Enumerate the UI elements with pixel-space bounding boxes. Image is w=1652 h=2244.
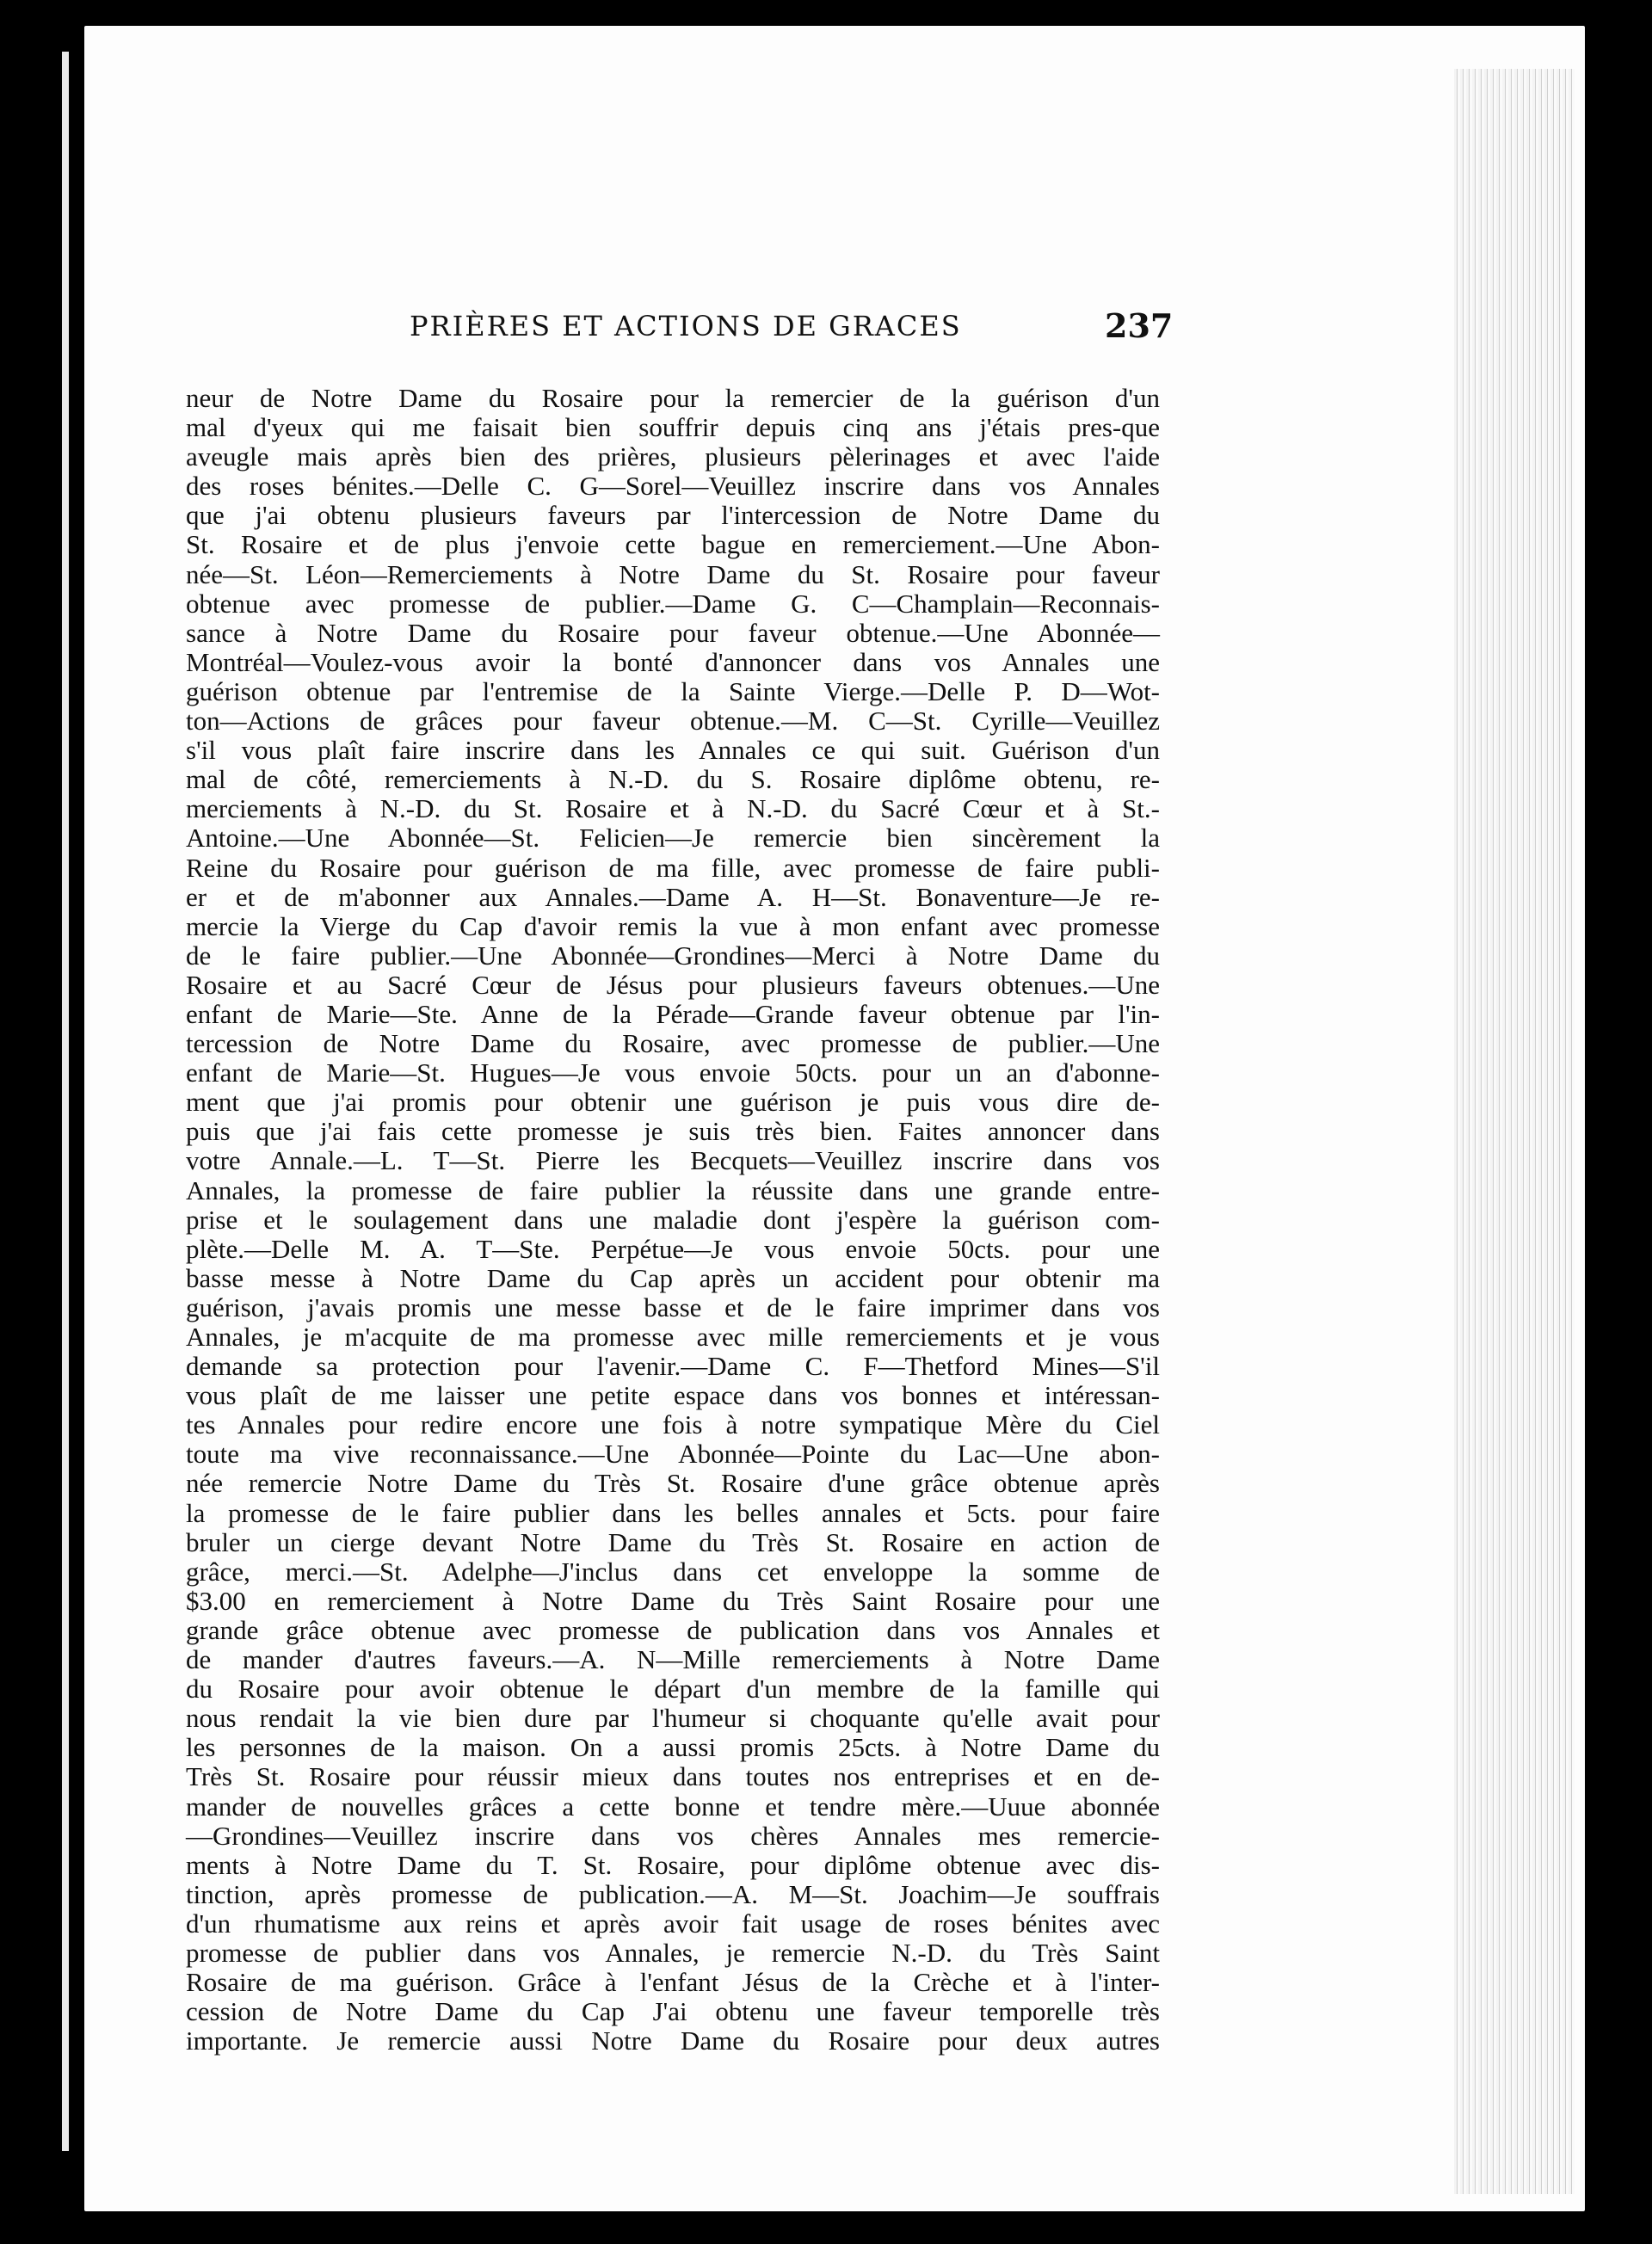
text-line: que j'ai obtenu plusieurs faveurs par l'intercession de Notre Dame du — [186, 500, 1160, 531]
text-line: Rosaire de ma guérison. Grâce à l'enfant Jésus de la Crèche et à l'inter- — [186, 1967, 1160, 1998]
page-stack-edges — [1454, 69, 1575, 2194]
text-line: puis que j'ai fais cette promesse je suis très bien. Faites annoncer dans — [186, 1116, 1160, 1147]
text-line: basse messe à Notre Dame du Cap après un accident pour obtenir ma — [186, 1262, 1160, 1293]
text-line: ments à Notre Dame du T. St. Rosaire, pour diplôme obtenue avec dis- — [186, 1849, 1160, 1880]
text-line: sance à Notre Dame du Rosaire pour faveur obtenue.—Une Abonnée— — [186, 617, 1160, 648]
text-line: promesse de publier dans vos Annales, je remercie N.-D. du Très Saint — [186, 1937, 1160, 1968]
text-line: bruler un cierge devant Notre Dame du Très St. Rosaire en action de — [186, 1526, 1160, 1557]
text-line: tinction, après promesse de publication.—A. M—St. Joachim—Je souffrais — [186, 1878, 1160, 1909]
text-line: mander de nouvelles grâces a cette bonne et tendre mère.—Uuue abonnée — [186, 1791, 1160, 1822]
text-line: demande sa protection pour l'avenir.—Dame C. F—Thetford Mines—S'il — [186, 1351, 1160, 1382]
running-header: PRIÈRES ET ACTIONS DE GRACES — [410, 310, 962, 342]
text-line: er et de m'abonner aux Annales.—Dame A. H—St. Bonaventure—Je re- — [186, 881, 1160, 912]
text-line: s'il vous plaît faire inscrire dans les Annales ce qui suit. Guérison d'un — [186, 735, 1160, 766]
binding-edge — [62, 52, 69, 2151]
text-line: nous rendait la vie bien dure par l'humeur si choquante qu'elle avait pour — [186, 1703, 1160, 1734]
text-line: tercession de Notre Dame du Rosaire, avec promesse de publier.—Une — [186, 1028, 1160, 1059]
text-line: mal d'yeux qui me faisait bien souffrir depuis cinq ans j'étais pres-que — [186, 412, 1160, 443]
text-line: enfant de Marie—St. Hugues—Je vous envoie 50cts. pour un an d'abonne- — [186, 1057, 1160, 1088]
text-line: mal de côté, remerciements à N.-D. du S. Rosaire diplôme obtenu, re- — [186, 764, 1160, 795]
text-line: merciements à N.-D. du St. Rosaire et à N.-D. du Sacré Cœur et à St.- — [186, 793, 1160, 824]
text-line: vous plaît de me laisser une petite espace dans vos bonnes et intéressan- — [186, 1380, 1160, 1411]
text-line: d'un rhumatisme aux reins et après avoir fait usage de roses bénites avec — [186, 1908, 1160, 1939]
text-line: aveugle mais après bien des prières, plusieurs pèlerinages et avec l'aide — [186, 441, 1160, 472]
text-line: ton—Actions de grâces pour faveur obtenue.—M. C—St. Cyrille—Veuillez — [186, 706, 1160, 737]
text-line: grâce, merci.—St. Adelphe—J'inclus dans cet enveloppe la somme de — [186, 1556, 1160, 1587]
text-line: née—St. Léon—Remerciements à Notre Dame du St. Rosaire pour faveur — [186, 558, 1160, 589]
text-line: des roses bénites.—Delle C. G—Sorel—Veuillez inscrire dans vos Annales — [186, 471, 1160, 502]
page-number: 237 — [1105, 306, 1174, 345]
text-line: prise et le soulagement dans une maladie dont j'espère la guérison com- — [186, 1204, 1160, 1235]
text-line: grande grâce obtenue avec promesse de publication dans vos Annales et — [186, 1614, 1160, 1645]
text-line: —Grondines—Veuillez inscrire dans vos chères Annales mes remercie- — [186, 1820, 1160, 1851]
text-line: du Rosaire pour avoir obtenue le départ d'un membre de la famille qui — [186, 1674, 1160, 1705]
text-line: importante. Je remercie aussi Notre Dame du Rosaire pour deux autres — [186, 2025, 1160, 2056]
text-line: Très St. Rosaire pour réussir mieux dans toutes nos entreprises et en de- — [186, 1761, 1160, 1792]
text-line: plète.—Delle M. A. T—Ste. Perpétue—Je vous envoie 50cts. pour une — [186, 1233, 1160, 1264]
text-line: enfant de Marie—Ste. Anne de la Pérade—Grande faveur obtenue par l'in- — [186, 998, 1160, 1029]
body-text — [186, 384, 1160, 2056]
text-line: ment que j'ai promis pour obtenir une guérison je puis vous dire de- — [186, 1087, 1160, 1118]
text-line: Montréal—Voulez-vous avoir la bonté d'annoncer dans vos Annales une — [186, 646, 1160, 677]
text-line: de mander d'autres faveurs.—A. N—Mille remerciements à Notre Dame — [186, 1644, 1160, 1675]
text-line: cession de Notre Dame du Cap J'ai obtenu une faveur temporelle très — [186, 1996, 1160, 2027]
text-line: guérison, j'avais promis une messe basse et de le faire imprimer dans vos — [186, 1292, 1160, 1322]
text-line: Rosaire et au Sacré Cœur de Jésus pour plusieurs faveurs obtenues.—Une — [186, 969, 1160, 1000]
text-line: votre Annale.—L. T—St. Pierre les Becquets—Veuillez inscrire dans vos — [186, 1145, 1160, 1176]
text-line: $3.00 en remerciement à Notre Dame du Très Saint Rosaire pour une — [186, 1585, 1160, 1616]
text-line: de le faire publier.—Une Abonnée—Grondines—Merci à Notre Dame du — [186, 940, 1160, 971]
text-line: obtenue avec promesse de publier.—Dame G. C—Champlain—Reconnais- — [186, 588, 1160, 619]
text-line: les personnes de la maison. On a aussi promis 25cts. à Notre Dame du — [186, 1732, 1160, 1763]
text-line: mercie la Vierge du Cap d'avoir remis la vue à mon enfant avec promesse — [186, 910, 1160, 941]
text-line: neur de Notre Dame du Rosaire pour la remercier de la guérison d'un — [186, 383, 1160, 413]
text-line: née remercie Notre Dame du Très St. Rosaire d'une grâce obtenue après — [186, 1468, 1160, 1499]
text-line: guérison obtenue par l'entremise de la Sainte Vierge.—Delle P. D—Wot- — [186, 675, 1160, 706]
text-line: toute ma vive reconnaissance.—Une Abonnée—Pointe du Lac—Une abon- — [186, 1439, 1160, 1470]
text-line: tes Annales pour redire encore une fois à notre sympatique Mère du Ciel — [186, 1409, 1160, 1440]
text-line: Antoine.—Une Abonnée—St. Felicien—Je remercie bien sincèrement la — [186, 823, 1160, 854]
text-line: Annales, je m'acquite de ma promesse avec mille remerciements et je vous — [186, 1322, 1160, 1352]
text-line: Annales, la promesse de faire publier la réussite dans une grande entre- — [186, 1174, 1160, 1205]
text-line: la promesse de le faire publier dans les belles annales et 5cts. pour faire — [186, 1497, 1160, 1528]
text-line: Reine du Rosaire pour guérison de ma fille, avec promesse de faire publi- — [186, 852, 1160, 883]
text-line: St. Rosaire et de plus j'envoie cette bague en remerciement.—Une Abon- — [186, 529, 1160, 560]
